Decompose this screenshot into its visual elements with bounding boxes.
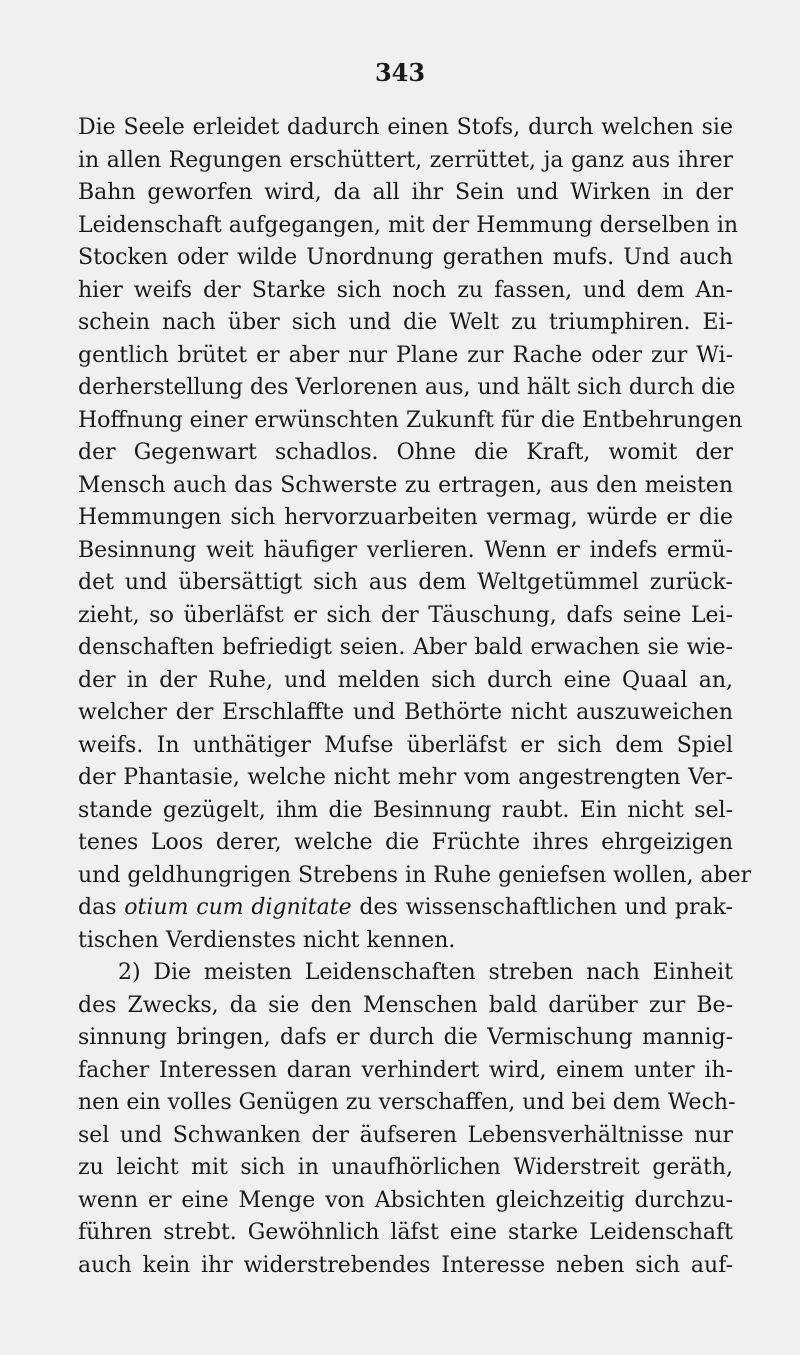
text-line: derherstellung des Verlorenen aus, und hält sich durch die — [78, 375, 736, 400]
text-line: det und übersättigt sich aus dem Weltgetümmel zurück- — [78, 570, 733, 595]
text-line: Die Seele erleidet dadurch einen Stofs, durch welchen sie — [78, 115, 733, 140]
paragraph-end-line: tischen Verdienstes nicht kennen. — [78, 927, 456, 953]
text-line: der Gegenwart schadlos. Ohne die Kraft, womit der — [78, 440, 733, 465]
text-line: in allen Regungen erschüttert, zerrüttet, ja ganz aus ihrer — [78, 147, 733, 173]
line-pre-text: das — [78, 895, 125, 920]
text-line: facher Interessen daran verhindert wird, einem unter ih- — [78, 1057, 733, 1083]
text-line: des Zwecks, da sie den Menschen bald darüber zur Be- — [78, 992, 733, 1018]
text-line: Besinnung weit häufiger verlieren. Wenn er indefs ermü- — [78, 537, 733, 563]
text-line: gentlich brütet er aber nur Plane zur Rache oder zur Wi- — [78, 342, 733, 368]
text-line: und geldhungrigen Strebens in Ruhe geniefsen wollen, aber — [78, 862, 752, 888]
text-line: zieht, so überläfst er sich der Täuschung, dafs seine Lei- — [78, 602, 733, 628]
text-line: Stocken oder wilde Unordnung gerathen mufs. Und auch — [78, 245, 733, 270]
page-number: 343 — [374, 58, 426, 87]
text-line: sinnung bringen, dafs er durch die Vermischung mannig- — [78, 1025, 733, 1050]
text-line: führen strebt. Gewöhnlich läfst eine starke Leidenschaft — [78, 1220, 733, 1245]
text-line: der in der Ruhe, und melden sich durch eine Quaal an, — [78, 667, 733, 693]
text-line: sel und Schwanken der äufseren Lebensverhältnisse nur — [78, 1122, 733, 1148]
italic-phrase: otium cum dignitate — [124, 895, 352, 920]
text-line: auch kein ihr widerstrebendes Interesse neben sich auf- — [78, 1252, 733, 1278]
text-line: tenes Loos derer, welche die Früchte ihres ehrgeizigen — [78, 830, 733, 855]
text-line: wenn er eine Menge von Absichten gleichzeitig durchzu- — [78, 1187, 733, 1213]
text-line: hier weifs der Starke sich noch zu fassen, und dem An- — [78, 277, 733, 303]
paragraph-start-line: 2) Die meisten Leidenschaften streben nach Einheit — [118, 960, 733, 985]
text-line: Hoffnung einer erwünschten Zukunft für die Entbehrungen — [78, 407, 743, 433]
text-line: Mensch auch das Schwerste zu ertragen, aus den meisten — [78, 472, 733, 498]
text-line: der Phantasie, welche nicht mehr vom angestrengten Ver- — [78, 765, 733, 790]
body-text — [78, 112, 752, 1282]
text-line: welcher der Erschlaffte und Bethörte nicht auszuweichen — [78, 700, 733, 725]
text-line: Hemmungen sich hervorzuarbeiten vermag, würde er die — [78, 505, 733, 530]
text-line: denschaften befriedigt seien. Aber bald erwachen sie wie- — [78, 635, 733, 660]
text-line: weifs. In unthätiger Mufse überläfst er sich dem Spiel — [78, 732, 733, 758]
text-line: zu leicht mit sich in unaufhörlichen Widerstreit geräth, — [78, 1155, 733, 1180]
text-line: Bahn geworfen wird, da all ihr Sein und Wirken in der — [78, 180, 733, 205]
text-line-with-italic — [78, 892, 733, 925]
text-line: stande gezügelt, ihm die Besinnung raubt. Ein nicht sel- — [78, 797, 733, 823]
text-line: schein nach über sich und die Welt zu triumphiren. Ei- — [78, 310, 733, 335]
text-line: Leidenschaft aufgegangen, mit der Hemmung derselben in — [78, 212, 739, 238]
text-line: nen ein volles Genügen zu verschaffen, und bei dem Wech- — [78, 1090, 736, 1115]
line-post-text: des wissenschaftlichen und prak- — [351, 895, 733, 920]
